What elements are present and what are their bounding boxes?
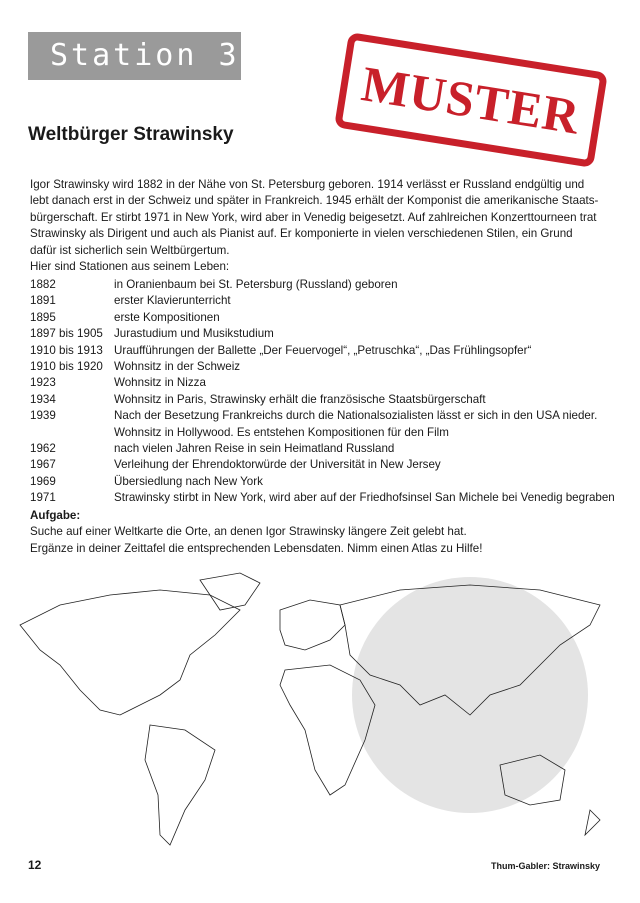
credit: Thum-Gabler: Strawinsky xyxy=(490,861,600,871)
south-america xyxy=(145,725,215,845)
timeline-year: 1895 xyxy=(30,310,56,324)
timeline-row xyxy=(30,441,620,457)
timeline-text: Wohnsitz in der Schweiz xyxy=(114,360,241,374)
intro-line: Hier sind Stationen aus seinem Leben: xyxy=(30,260,230,274)
timeline-text: erste Kompositionen xyxy=(114,310,220,324)
timeline-year: 1971 xyxy=(30,491,56,505)
timeline-row xyxy=(30,326,620,342)
station-label: Station 3 xyxy=(28,32,241,80)
timeline-row xyxy=(30,293,620,309)
timeline-text: Strawinsky stirbt in New York, wird aber auf der Friedhofsinsel San Michele bei Venedig begraben xyxy=(114,491,615,505)
timeline-table xyxy=(30,277,620,507)
timeline-row xyxy=(30,457,620,473)
timeline-text: nach vielen Jahren Reise in sein Heimatland Russland xyxy=(114,442,395,456)
page-title: Weltbürger Strawinsky xyxy=(28,124,234,145)
task-line: Suche auf einer Weltkarte die Orte, an denen Igor Strawinsky längere Zeit gelebt hat. xyxy=(30,525,467,539)
task-label: Aufgabe: xyxy=(30,509,81,522)
timeline-year: 1923 xyxy=(30,376,56,390)
timeline-text: Nach der Besetzung Frankreichs durch die Nationalsozialisten lässt er sich in den USA nieder. Wohnsitz in Hollywood. Es entstehen Kompositionen für den Film xyxy=(114,409,598,439)
new-zealand xyxy=(585,810,600,835)
timeline-year: 1967 xyxy=(30,458,56,472)
intro-line: dafür ist sicherlich sein Weltbürgertum. xyxy=(30,243,230,257)
timeline-row xyxy=(30,343,620,359)
timeline-text: Uraufführungen der Ballette „Der Feuervogel“, „Petruschka“, „Das Frühlingsopfer“ xyxy=(114,343,532,357)
timeline-year: 1934 xyxy=(30,392,56,406)
page-number: 12 xyxy=(28,858,42,872)
europe xyxy=(280,600,345,650)
task-line: Ergänze in deiner Zeittafel die entsprechenden Lebensdaten. Nimm einen Atlas zu Hilfe! xyxy=(30,541,483,555)
timeline-row xyxy=(30,392,620,408)
timeline-text: Wohnsitz in Paris, Strawinsky erhält die französische Staatsbürgerschaft xyxy=(114,392,486,406)
timeline-year: 1962 xyxy=(30,442,56,456)
timeline-year: 1910 bis 1913 xyxy=(30,343,103,357)
timeline-row xyxy=(30,359,620,375)
muster-stamp: MUSTER xyxy=(334,32,608,168)
timeline-row xyxy=(30,375,620,391)
intro-line: Strawinsky als Dirigent und auch als Pianist auf. Er komponierte in vielen verschiedenen Stilen, ein Grund xyxy=(30,227,573,241)
world-map xyxy=(0,565,640,860)
timeline-year: 1910 bis 1920 xyxy=(30,360,103,374)
timeline-year: 1897 bis 1905 xyxy=(30,327,103,341)
timeline-text: in Oranienbaum bei St. Petersburg (Russland) geboren xyxy=(114,278,398,291)
watermark-logo xyxy=(352,577,588,813)
intro-paragraph xyxy=(30,177,620,275)
timeline-text: Wohnsitz in Nizza xyxy=(114,376,206,390)
timeline-year: 1969 xyxy=(30,474,56,488)
greenland xyxy=(200,573,260,610)
intro-line: bürgerschaft. Er stirbt 1971 in New York, wird aber in Venedig beigesetzt. Auf zahlreichen Konzerttourneen trat xyxy=(30,210,597,224)
timeline-year: 1939 xyxy=(30,409,56,423)
timeline-text: Übersiedlung nach New York xyxy=(114,474,263,488)
timeline-row xyxy=(30,310,620,326)
timeline-text: Verleihung der Ehrendoktorwürde der Universität in New Jersey xyxy=(114,458,441,472)
intro-line: Igor Strawinsky wird 1882 in der Nähe von St. Petersburg geboren. 1914 verlässt er Russland endgültig und xyxy=(30,178,585,191)
timeline-row xyxy=(30,277,620,293)
north-america xyxy=(20,590,240,715)
task-section xyxy=(30,508,620,557)
intro-line: lebt danach erst in der Schweiz und später in Frankreich. 1945 erhält der Komponist die amerikanische Staats- xyxy=(30,194,599,208)
timeline-year: 1891 xyxy=(30,294,56,308)
timeline-row xyxy=(30,490,620,506)
timeline-year: 1882 xyxy=(30,278,56,291)
timeline-row xyxy=(30,408,620,441)
timeline-text: Jurastudium und Musikstudium xyxy=(114,327,274,341)
timeline-text: erster Klavierunterricht xyxy=(114,294,231,308)
timeline-row xyxy=(30,474,620,490)
